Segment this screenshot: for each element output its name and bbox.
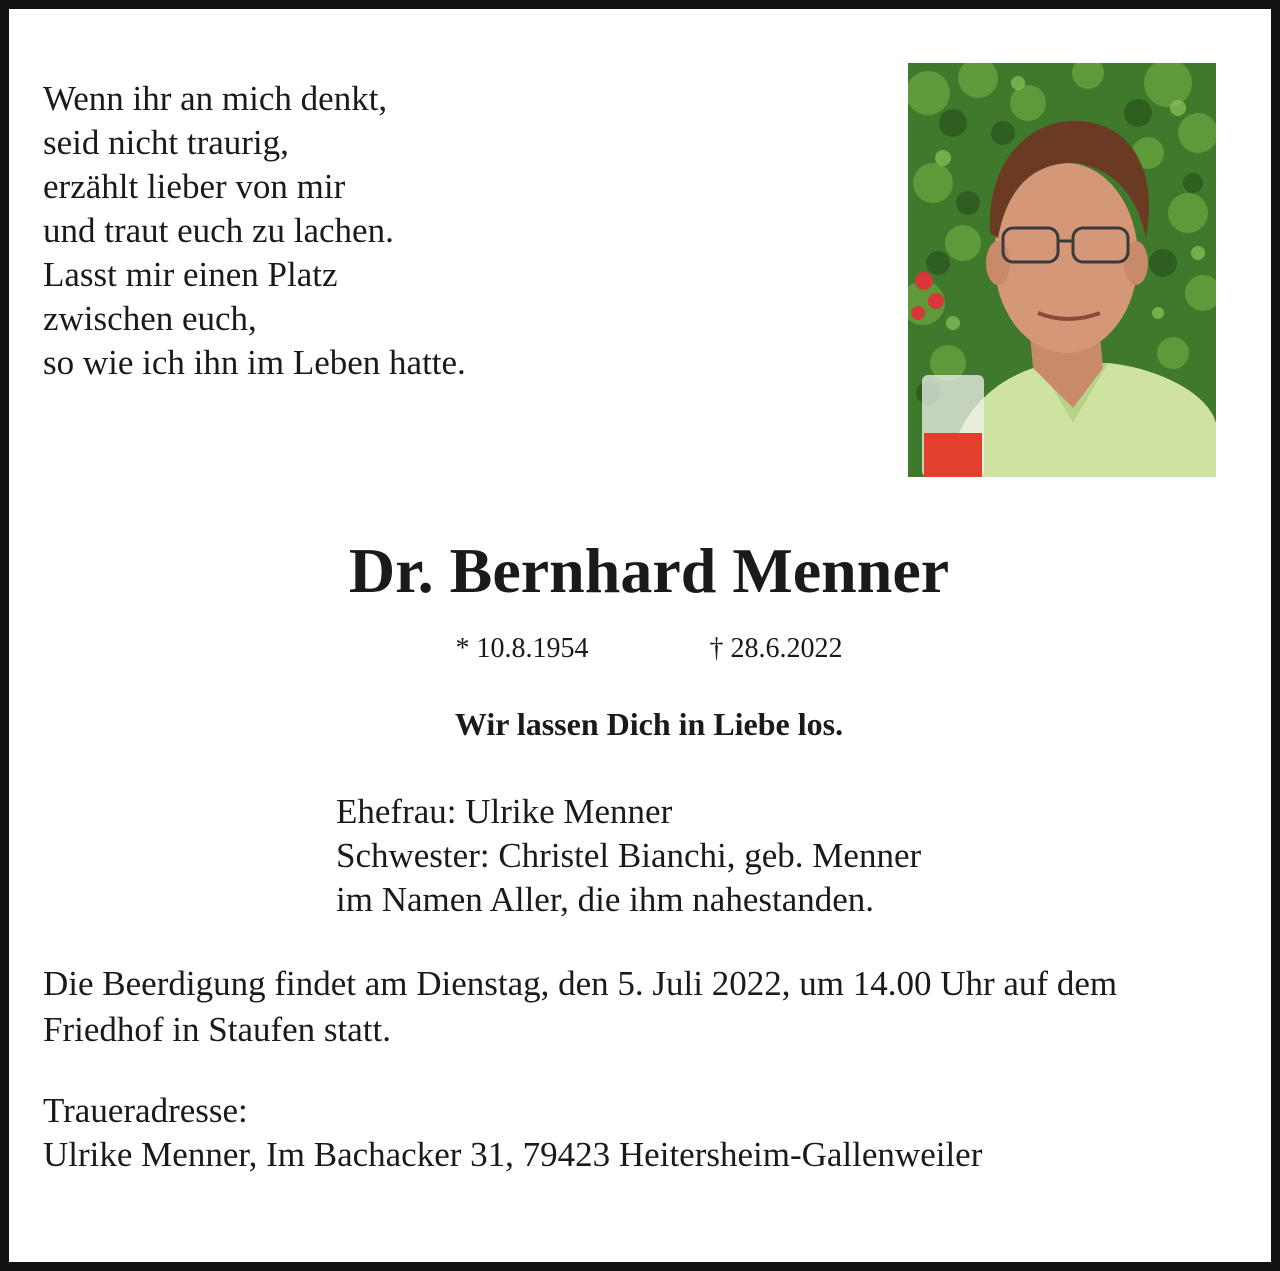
poem-line: Wenn ihr an mich denkt, xyxy=(43,79,388,118)
mourner-line: Schwester: Christel Bianchi, geb. Menner xyxy=(336,836,922,875)
mourner-line: im Namen Aller, die ihm nahestanden. xyxy=(336,880,875,919)
motto: Wir lassen Dich in Liebe los. xyxy=(454,706,844,742)
portrait-photo xyxy=(908,63,1216,477)
poem xyxy=(43,77,603,385)
poem-line: seid nicht traurig, xyxy=(43,123,289,162)
address-text: Ulrike Menner, Im Bachacker 31, 79423 Heitersheim-Gallenweiler xyxy=(43,1135,983,1174)
condolence-address xyxy=(43,1089,1243,1177)
poem-line: so wie ich ihn im Leben hatte. xyxy=(43,343,466,382)
birth-date: * 10.8.1954 xyxy=(455,633,589,664)
mourners xyxy=(336,790,1036,922)
poem-line: Lasst mir einen Platz xyxy=(43,255,338,294)
deceased-name: Dr. Bernhard Menner xyxy=(348,535,950,606)
funeral-info: Die Beerdigung findet am Dienstag, den 5. Juli 2022, um 14.00 Uhr auf dem Friedhof in Staufen statt. xyxy=(43,964,1118,1049)
death-date: † 28.6.2022 xyxy=(709,633,843,664)
poem-line: zwischen euch, xyxy=(43,299,257,338)
mourner-line: Ehefrau: Ulrike Menner xyxy=(336,792,673,831)
address-heading: Traueradresse: xyxy=(43,1091,248,1130)
poem-line: erzählt lieber von mir xyxy=(43,167,346,206)
poem-line: und traut euch zu lachen. xyxy=(43,211,394,250)
